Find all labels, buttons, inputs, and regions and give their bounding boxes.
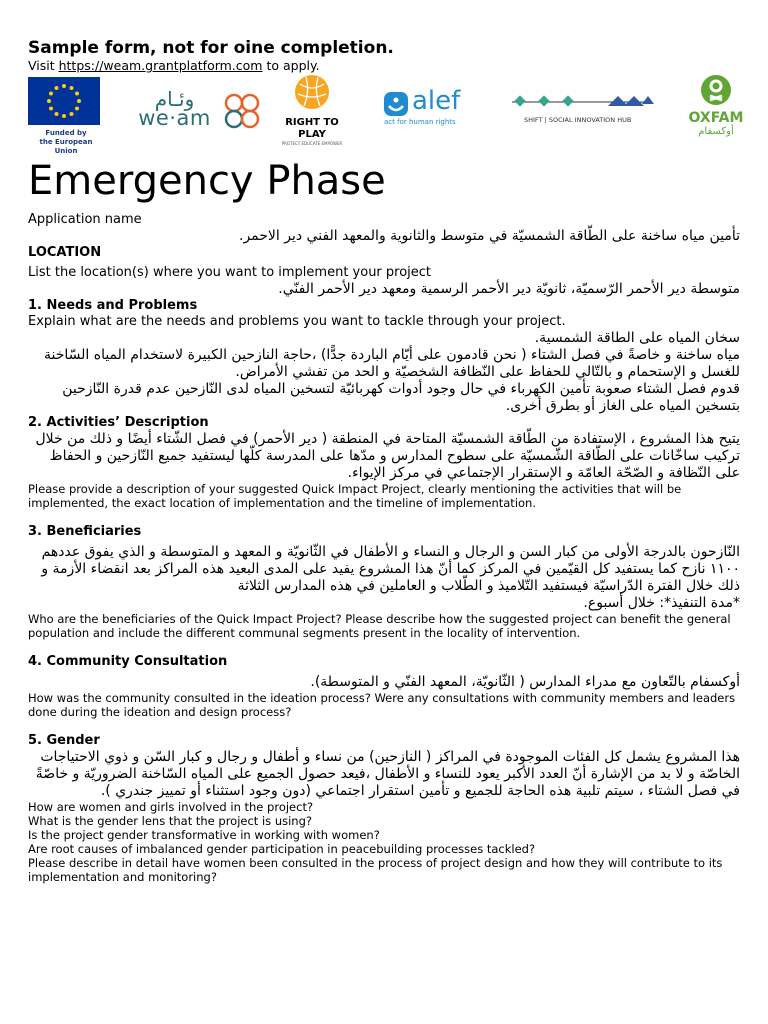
eu-caption: Funded by the European Union xyxy=(39,129,93,155)
rtp-text: RIGHT TO PLAY xyxy=(285,117,339,140)
consultation-heading: 4. Community Consultation xyxy=(28,654,228,669)
needs-heading: 1. Needs and Problems xyxy=(28,298,198,313)
visit-line: Visit https://weam.grantplatform.com to apply. xyxy=(28,58,320,73)
needs-line: مياه ساخنة و خاصةً في فصل الشتاء ( نحن قادمون على أيّام الباردة جدًّا) ،حاجة النازحين الكبيرة لاستخدام المياه السّاخنة للغسل و الإستحمام و بالتّالي للحفاظ على النّظافة الشخصيّة و الحد من تفشي الأمراض. xyxy=(43,347,740,380)
gender-question: Is the project gender transformative in working with women? xyxy=(28,828,380,842)
oxfam-logo xyxy=(688,74,744,138)
location-heading: LOCATION xyxy=(28,245,102,260)
eu-logo xyxy=(28,77,108,156)
gender-heading: 5. Gender xyxy=(28,733,100,748)
sample-form-title: Sample form, not for oine completion. xyxy=(28,38,394,58)
weam-arabic-text: وئـام xyxy=(154,87,195,111)
rtp-sub: PROTECT EDUCATE EMPOWER xyxy=(281,141,343,146)
gender-question: How are women and girls involved in the project? xyxy=(28,800,314,814)
weam-rings-icon xyxy=(222,92,262,130)
ball-icon xyxy=(294,74,330,110)
location-value: متوسطة دير الأحمر الرّسميّة، ثانويّة دير الأحمر الرسمية ومعهد دير الأحمر الفنّي. xyxy=(278,281,740,297)
beneficiaries-value: النّازحون بالدرجة الأولى من كبار السن و الرجال و النساء و الأطفال في الثّانويّة و المعهد و المتوسطة و الذي يفوق عددهم ١١٠٠ نازح كما يستفيد كل القيّمين في المركز كما أنّ هذا المشروع يفيد على المدى البعيد هذه المراكز بعد انقضاء الأزمة و ذلك خلال الفترة الدّراسيّة فيستفيد التّلاميذ و الطّلاب و العاملين في هذه المدارس الثلاثة xyxy=(41,544,740,594)
application-name-label: Application name xyxy=(28,212,142,227)
gender-value: هذا المشروع يشمل كل الفئات الموجودة في المراكز ( النازحين) من نساء و أطفال و رجال و كبار السّن و ذوي الاحتياجات الخاصّة و لا بد من الإشارة أنّ العدد الأكبر يعود للنساء و الأطفال ،فيعد حصول الجميع على المياه السّاخنة الضروريّة و خاصّةً في فصل الشتاء ، سيتم تلبية هذه الحاجة للجميع و تأمين استقرار اجتماعي (دون وجود استثناء أو تمييز جندري ). xyxy=(35,749,740,799)
alef-sub: act for human rights xyxy=(384,118,456,126)
gender-question: Are root causes of imbalanced gender participation in peacebuilding processes tackled? xyxy=(28,842,536,856)
weam-latin-text: we·am xyxy=(138,106,211,130)
right-to-play-logo xyxy=(274,74,350,147)
grantplatform-link[interactable]: https://weam.grantplatform.com xyxy=(58,58,263,73)
needs-line: سخان المياه على الطاقة الشمسية. xyxy=(534,330,740,346)
shift-arrows-icon xyxy=(508,94,656,110)
oxfam-mark-icon xyxy=(700,74,732,106)
application-name-value: تأمين مياه ساخنة على الطّاقة الشمسيّة في متوسط والثانوية والمعهد الفني دير الاحمر. xyxy=(239,228,740,244)
alef-text: alef xyxy=(412,86,461,116)
consultation-note: How was the community consulted in the ideation process? Were any consultations with community members and leaders done during the ideation and design process? xyxy=(28,691,736,719)
partner-logos xyxy=(28,74,744,155)
shift-text: SHIFT | SOCIAL INNOVATION HUB xyxy=(524,116,632,124)
eu-flag-icon xyxy=(28,77,100,125)
gender-question: What is the gender lens that the project is using? xyxy=(28,814,312,828)
form-page xyxy=(28,38,744,884)
location-label: List the location(s) where you want to implement your project xyxy=(28,265,432,280)
alef-mark-icon xyxy=(384,92,408,118)
page-title: Emergency Phase xyxy=(28,158,386,204)
oxfam-text: OXFAM xyxy=(688,110,744,126)
shift-logo xyxy=(508,94,658,124)
activities-note: Please provide a description of your suggested Quick Impact Project, clearly mentioning the activities that will be implemented, the exact location of implementation and the timeline of implementation. xyxy=(28,482,682,510)
activities-heading: 2. Activities’ Description xyxy=(28,415,209,430)
oxfam-arabic-text: أوكسفام xyxy=(698,126,734,137)
gender-question: Please describe in detail have women been consulted in the process of project design and how they will contribute to its implementation and monitoring? xyxy=(28,856,723,884)
needs-label: Explain what are the needs and problems you want to tackle through your project. xyxy=(28,314,566,329)
needs-line: قدوم فصل الشتاء صعوبة تأمين الكهرباء في حال وجود أدوات كهربائيّة لتسخين المياه لدى النّازحين عدم قدرة النّازحين بتسخين المياه على الغاز أو بطرق أخرى. xyxy=(62,381,740,414)
consultation-value: أوكسفام بالتّعاون مع مدراء المدارس ( الثّانويّة، المعهد الفنّي و المتوسطة). xyxy=(310,674,740,690)
beneficiaries-note: Who are the beneficiaries of the Quick Impact Project? Please describe how the suggested project can benefit the general population and include the different communal segments present in the locality of intervention. xyxy=(28,612,731,640)
beneficiaries-duration: *مدة التنفيذ*: خلال أسبوع. xyxy=(583,595,740,611)
activities-value: يتيح هذا المشروع ، الإستفادة من الطّاقة الشمسيّة المتاحة في المنطقة ( دير الأحمر) في فصل الشّتاء أيضًا و ذلك من خلال تركيب ساخّانات على الطّاقة الشّمسيّة على سطوح المدارس و مدّها على المدرسة كلّها ليستفيد جميع النّازحين و الحفاظ على النّظافة و الصّحّة العامّة و الإستقرار الإجتماعي في مركز الإيواء. xyxy=(35,431,740,481)
beneficiaries-heading: 3. Beneficiaries xyxy=(28,524,142,539)
